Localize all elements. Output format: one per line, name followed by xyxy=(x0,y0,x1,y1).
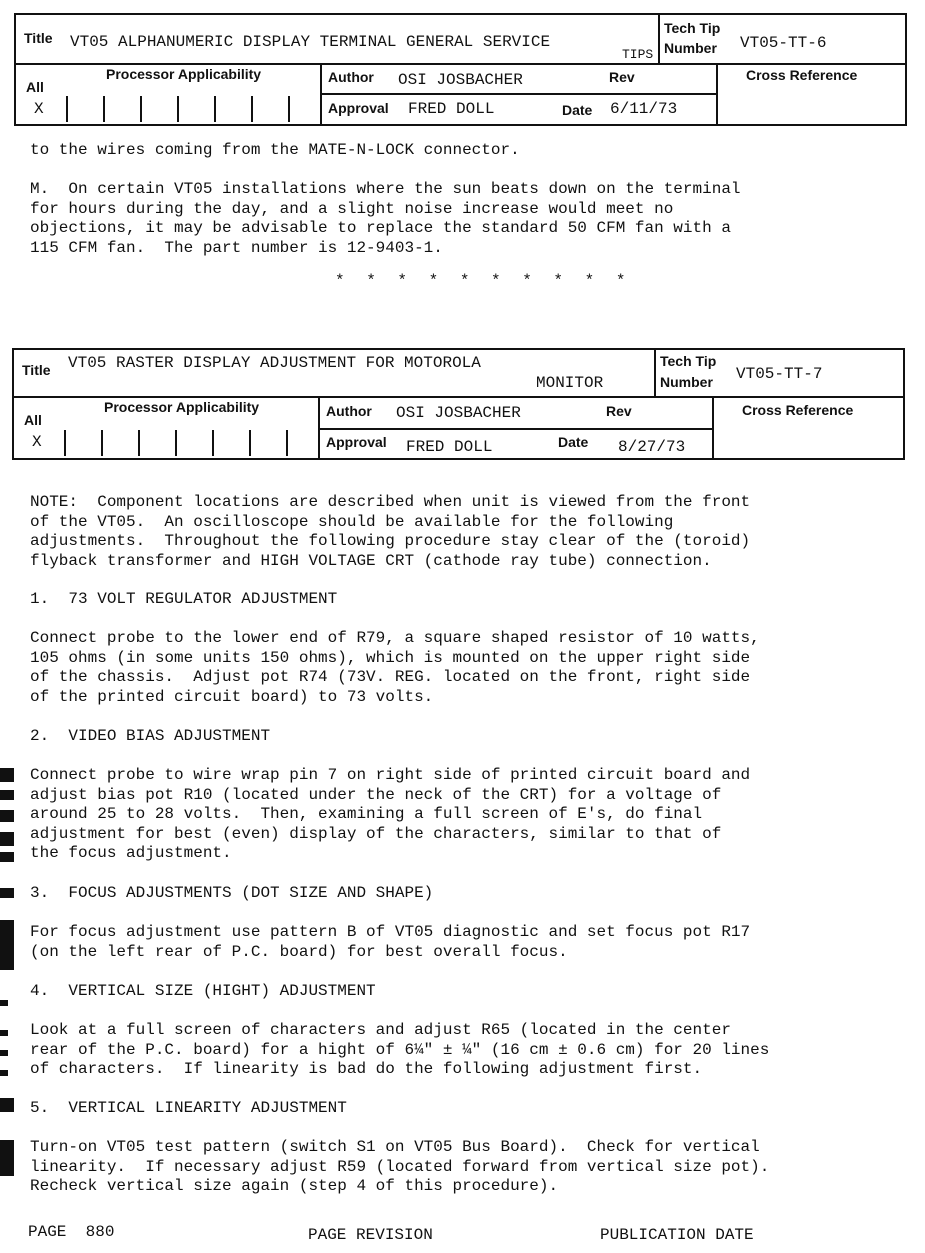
processor-applicability-label: Processor Applicability xyxy=(104,399,260,415)
page-number: PAGE 880 xyxy=(28,1223,115,1241)
tip-number: VT05-TT-7 xyxy=(736,365,823,383)
tip1-item-m: M. On certain VT05 installations where the sun beats down on the terminal for hours during the day, and a slight noise increase would meet no objections, it may be advisable to replace the standard 50 CFM fan with a 115 CFM fan. The part number is 12-9403-1. xyxy=(30,180,741,257)
section-2-heading: 2. VIDEO BIAS ADJUSTMENT xyxy=(30,727,271,745)
section-1-heading: 1. 73 VOLT REGULATOR ADJUSTMENT xyxy=(30,590,338,608)
rev-label: Rev xyxy=(609,69,635,85)
tech-tip-number-cell xyxy=(654,350,903,396)
all-label: All xyxy=(24,412,42,428)
section-5-heading: 5. VERTICAL LINEARITY ADJUSTMENT xyxy=(30,1099,347,1117)
author-approval-cell xyxy=(322,63,718,124)
tip-title: VT05 ALPHANUMERIC DISPLAY TERMINAL GENERAL SERVICE xyxy=(70,33,551,51)
applicability-boxes xyxy=(66,96,320,122)
author-approval-cell xyxy=(320,396,714,458)
approval-value: FRED DOLL xyxy=(408,100,495,118)
processor-applicability-label: Processor Applicability xyxy=(106,66,262,82)
tech-tip-number-cell xyxy=(658,15,905,63)
section-1-text: Connect probe to the lower end of R79, a square shaped resistor of 10 watts, 105 ohms (in some units 150 ohms), which is mounted on the upper right side of the chassis. Adjust pot R74 (73V. REG. located on the front, right side of the printed circuit board) to 73 volts. xyxy=(30,629,760,706)
tip2-note: NOTE: Component locations are described when unit is viewed from the front of the VT05. An oscilloscope should be available for the following adjustments. Throughout the following procedure stay clear of the (toroid) flyback transformer and HIGH VOLTAGE CRT (cathode ray tube) connection. xyxy=(30,493,751,570)
section-4-heading: 4. VERTICAL SIZE (HIGHT) ADJUSTMENT xyxy=(30,982,376,1000)
author-value: OSI JOSBACHER xyxy=(396,404,521,422)
section-5-text: Turn-on VT05 test pattern (switch S1 on VT05 Bus Board). Check for vertical linearity. If necessary adjust R59 (located forward from vertical size pot). Recheck vertical size again (step 4 of this procedure). xyxy=(30,1138,770,1195)
date-value: 6/11/73 xyxy=(610,100,678,118)
all-mark: X xyxy=(32,433,42,451)
approval-value: FRED DOLL xyxy=(406,438,493,456)
author-label: Author xyxy=(328,69,374,85)
cross-reference-label: Cross Reference xyxy=(746,67,858,83)
author-value: OSI JOSBACHER xyxy=(398,71,523,89)
section-3-heading: 3. FOCUS ADJUSTMENTS (DOT SIZE AND SHAPE) xyxy=(30,884,434,902)
tech-tip-header-2 xyxy=(12,348,905,460)
approval-label: Approval xyxy=(326,434,387,450)
page-revision: PAGE REVISION xyxy=(308,1226,433,1244)
applicability-boxes xyxy=(64,430,318,456)
author-label: Author xyxy=(326,403,372,419)
date-value: 8/27/73 xyxy=(618,438,686,456)
section-3-text: For focus adjustment use pattern B of VT05 diagnostic and set focus pot R17 (on the left rear of P.C. board) for best overall focus. xyxy=(30,923,751,961)
all-mark: X xyxy=(34,100,44,118)
tip-title: VT05 RASTER DISPLAY ADJUSTMENT FOR MOTOROLA xyxy=(68,354,481,372)
tip-number: VT05-TT-6 xyxy=(740,34,827,52)
number-label: Number xyxy=(664,40,717,56)
tip1-continuation: to the wires coming from the MATE-N-LOCK connector. xyxy=(30,141,520,159)
tech-tip-header-1 xyxy=(14,13,907,126)
section-4-text: Look at a full screen of characters and adjust R65 (located in the center rear of the P.C. board) for a hight of 6¼" ± ¼" (16 cm ± 0.6 cm) for 20 lines of characters. If linearity is bad do the following adjustment first. xyxy=(30,1021,770,1078)
processor-applicability-cell xyxy=(16,63,322,124)
date-label: Date xyxy=(558,434,589,450)
approval-label: Approval xyxy=(328,100,389,116)
processor-applicability-cell xyxy=(14,396,320,458)
all-label: All xyxy=(26,79,44,95)
tech-tip-label: Tech Tip xyxy=(660,353,717,369)
rev-label: Rev xyxy=(606,403,632,419)
title-label: Title xyxy=(22,362,51,378)
number-label: Number xyxy=(660,374,713,390)
title-label: Title xyxy=(24,30,53,46)
tip-title-line2: MONITOR xyxy=(536,374,604,392)
tech-tip-label: Tech Tip xyxy=(664,20,721,36)
date-label: Date xyxy=(562,102,593,118)
section-2-text: Connect probe to wire wrap pin 7 on right side of printed circuit board and adjust bias pot R10 (located under the neck of the CRT) for a voltage of around 25 to 28 volts. Then, examining a full screen of E's, do final adjustment for best (even) display of the characters, similar to that of the focus adjustment. xyxy=(30,766,751,862)
publication-date: PUBLICATION DATE xyxy=(600,1226,754,1244)
tip-title-line2: TIPS xyxy=(622,47,654,62)
cross-reference-label: Cross Reference xyxy=(742,402,854,418)
section-separator: * * * * * * * * * * xyxy=(335,272,632,290)
